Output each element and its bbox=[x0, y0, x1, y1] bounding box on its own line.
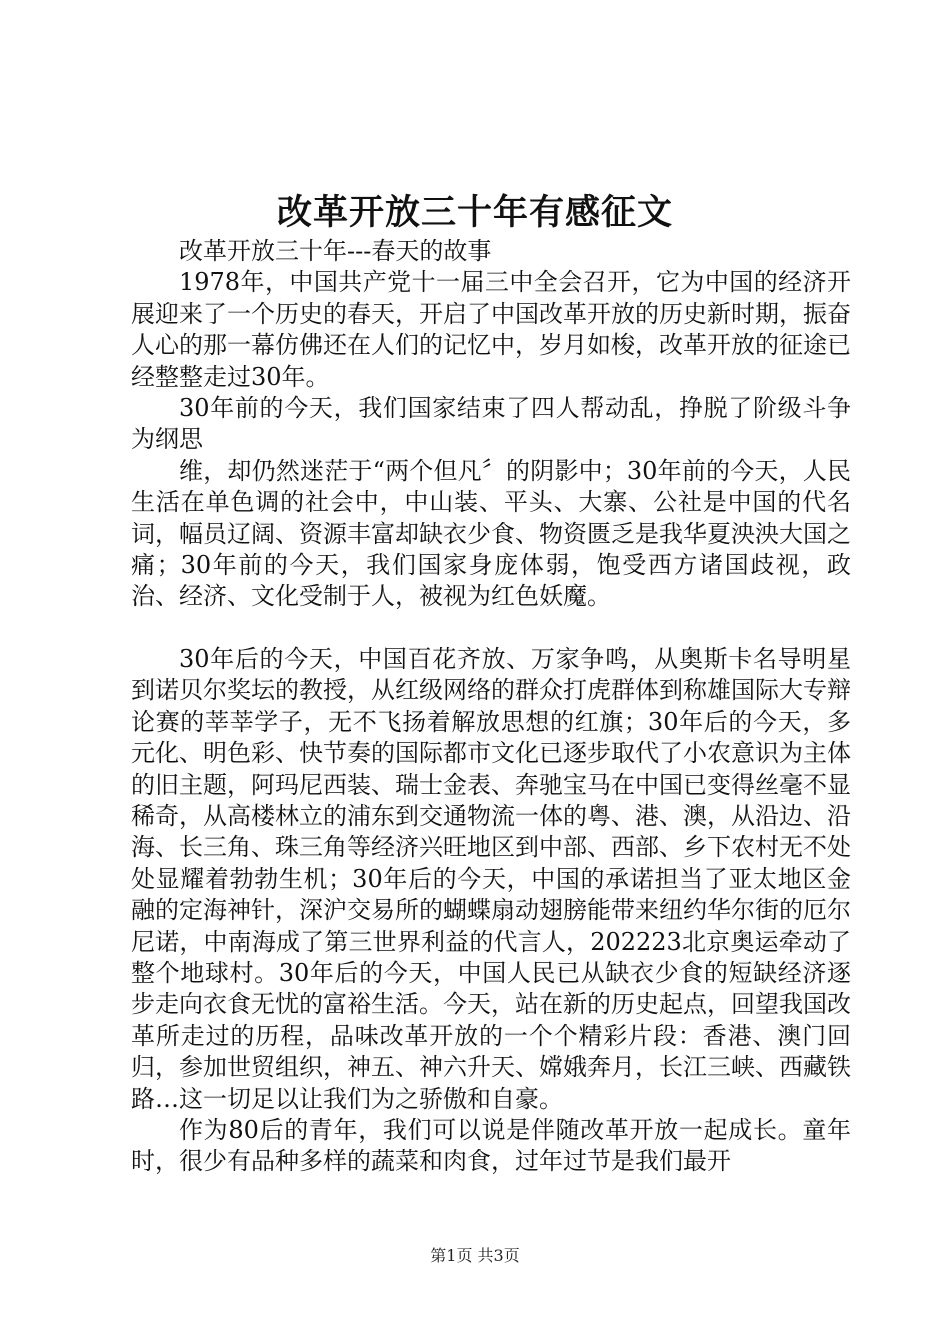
paragraph-5: 作为80后的青年，我们可以说是伴随改革开放一起成长。童年时，很少有品种多样的蔬菜和肉食，过年过节是我们最开 bbox=[131, 1115, 851, 1176]
paragraph-1: 1978年，中国共产党十一届三中全会召开，它为中国的经济开展迎来了一个历史的春天，开启了中国改革开放的历史新时期，振奋人心的那一幕仿佛还在人们的记忆中，岁月如梭，改革开放的征途已经整整走过30年。 bbox=[131, 268, 851, 391]
document-title: 改革开放三十年有感征文 bbox=[276, 192, 673, 233]
page-indicator: 第1页 共3页 bbox=[430, 1246, 520, 1265]
subtitle-paragraph: 改革开放三十年---春天的故事 bbox=[179, 237, 492, 265]
paragraph-3: 维，却仍然迷茫于“两个但凡〞的阴影中；30年前的今天，人民生活在单色调的社会中，中山装、平头、大寨、公社是中国的代名词，幅员辽阔、资源丰富却缺衣少食、物资匮乏是我华夏泱泱大国之痛；30年前的今天，我们国家身庞体弱，饱受西方诸国歧视，政治、经济、文化受制于人，被视为红色妖魔。 bbox=[131, 456, 851, 611]
paragraph-2: 30年前的今天，我们国家结束了四人帮动乱，挣脱了阶级斗争为纲思 bbox=[131, 394, 851, 454]
document-body bbox=[131, 236, 851, 1178]
paragraph-4: 30年后的今天，中国百花齐放、万家争鸣，从奥斯卡名导明星到诺贝尔奖坛的教授，从红级网络的群众打虎群体到称雄国际大专辩论赛的莘莘学子，无不飞扬着解放思想的红旗；30年后的今天，多元化、明色彩、快节奏的国际都市文化已逐步取代了小农意识为主体的旧主题，阿玛尼西装、瑞士金表、奔驰宝马在中国已变得丝毫不显稀奇，从高楼林立的浦东到交通物流一体的粤、港、澳，从沿边、沿海、长三角、珠三角等经济兴旺地区到中部、西部、乡下农村无不处处显耀着勃勃生机；30年后的今天，中国的承诺担当了亚太地区金融的定海神针，深沪交易所的蝴蝶扇动翅膀能带来纽约华尔街的厄尔尼诺，中南海成了第三世界利益的代言人，202223北京奥运牵动了整个地球村。30年后的今天，中国人民已从缺衣少食的短缺经济逐步走向衣食无忧的富裕生活。今天，站在新的历史起点，回望我国改革所走过的历程，品味改革开放的一个个精彩片段：香港、澳门回归，参加世贸组织，神五、神六升天、嫦娥奔月，长江三峡、西藏铁路…这一切足以让我们为之骄傲和自豪。 bbox=[131, 644, 851, 1113]
